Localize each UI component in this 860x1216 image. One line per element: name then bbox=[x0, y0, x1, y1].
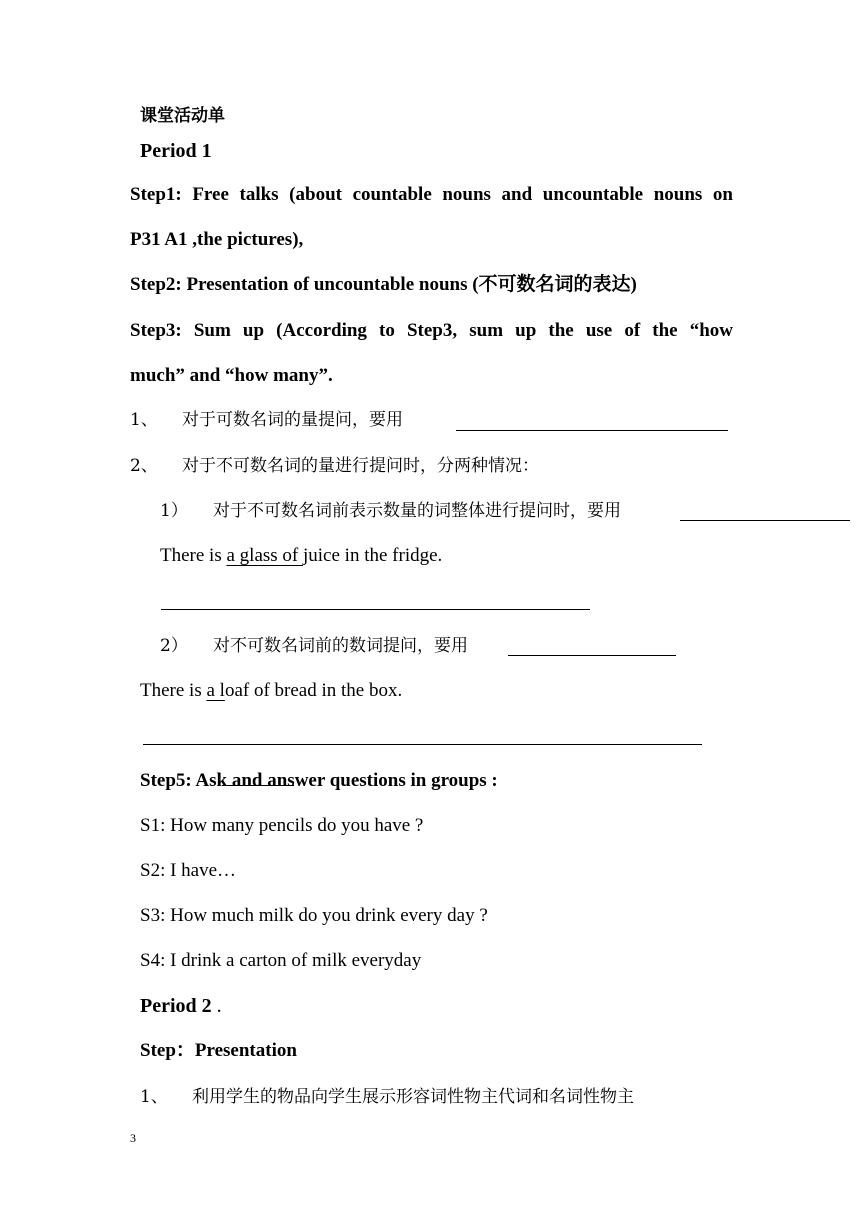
example-2-pre: There is bbox=[140, 680, 207, 701]
step1-text: Step1: Free talks (about countable nouns and uncountable nouns on bbox=[130, 184, 733, 205]
sub-item-1-number: 1） bbox=[160, 501, 188, 521]
answer-blank-4[interactable] bbox=[508, 655, 676, 656]
dialogue-line-1: S1: How many pencils do you have ? bbox=[140, 815, 424, 836]
period-2-step: Step：Presentation bbox=[140, 1040, 297, 1061]
sub-item-2-text: 对不可数名词前的数词提问，要用 bbox=[213, 636, 468, 656]
list-item-2 bbox=[130, 454, 539, 478]
period-2-title-line bbox=[140, 994, 222, 1018]
answer-blank-3[interactable] bbox=[161, 609, 590, 610]
list-item-2-text: 对于不可数名词的量进行提问时，分两种情况： bbox=[182, 456, 539, 476]
period-2-item-1-text: 利用学生的物品向学生展示形容词性物主代词和名词性物主 bbox=[192, 1087, 634, 1107]
list-item-2-number: 2、 bbox=[130, 456, 158, 476]
sub-item-1-text: 对于不可数名词前表示数量的词整体进行提问时，要用 bbox=[213, 501, 621, 521]
period-2-title-suffix: . bbox=[211, 995, 222, 1017]
dialogue-line-3: S3: How much milk do you drink every day ? bbox=[140, 905, 488, 926]
list-item-1 bbox=[130, 408, 403, 432]
example-1-post: juice in the fridge. bbox=[303, 545, 443, 566]
example-2-underlined: a l bbox=[206, 680, 225, 701]
page-number: 3 bbox=[130, 1131, 136, 1145]
stray-underline bbox=[222, 785, 294, 786]
example-2-post: oaf of bread in the box. bbox=[224, 680, 403, 701]
step5-line: Step5: Ask and answer questions in groups : bbox=[140, 770, 498, 791]
list-item-1-text: 对于可数名词的量提问，要用 bbox=[182, 410, 403, 430]
answer-blank-1[interactable] bbox=[456, 430, 728, 431]
step3-line2: much” and “how many”. bbox=[130, 365, 333, 386]
page-header: 课堂活动单 bbox=[140, 106, 225, 126]
step3-line1 bbox=[130, 319, 733, 343]
period-2-title: Period 2 bbox=[140, 995, 212, 1017]
step2-line: Step2: Presentation of uncountable nouns (不可数名词的表达) bbox=[130, 274, 637, 295]
sub-item-2-number: 2） bbox=[160, 636, 188, 656]
sub-item-1 bbox=[160, 499, 621, 523]
example-2 bbox=[140, 679, 402, 703]
answer-blank-2[interactable] bbox=[680, 520, 850, 521]
example-1-underlined: a glass of bbox=[226, 545, 303, 566]
step1-line1 bbox=[130, 183, 733, 207]
list-item-1-number: 1、 bbox=[130, 410, 158, 430]
period-2-item-1-number: 1、 bbox=[140, 1087, 168, 1107]
dialogue-line-4: S4: I drink a carton of milk everyday bbox=[140, 950, 422, 971]
example-1-pre: There is bbox=[160, 545, 227, 566]
period-1-title: Period 1 bbox=[140, 140, 212, 162]
sub-item-2 bbox=[160, 634, 468, 658]
example-1 bbox=[160, 544, 442, 568]
step3-text: Step3: Sum up (According to Step3, sum up the use of the “how bbox=[130, 320, 733, 341]
step1-line2: P31 A1 ,the pictures), bbox=[130, 229, 304, 250]
answer-blank-5[interactable] bbox=[143, 744, 702, 745]
dialogue-line-2: S2: I have… bbox=[140, 860, 237, 881]
period-2-item-1 bbox=[140, 1085, 634, 1109]
